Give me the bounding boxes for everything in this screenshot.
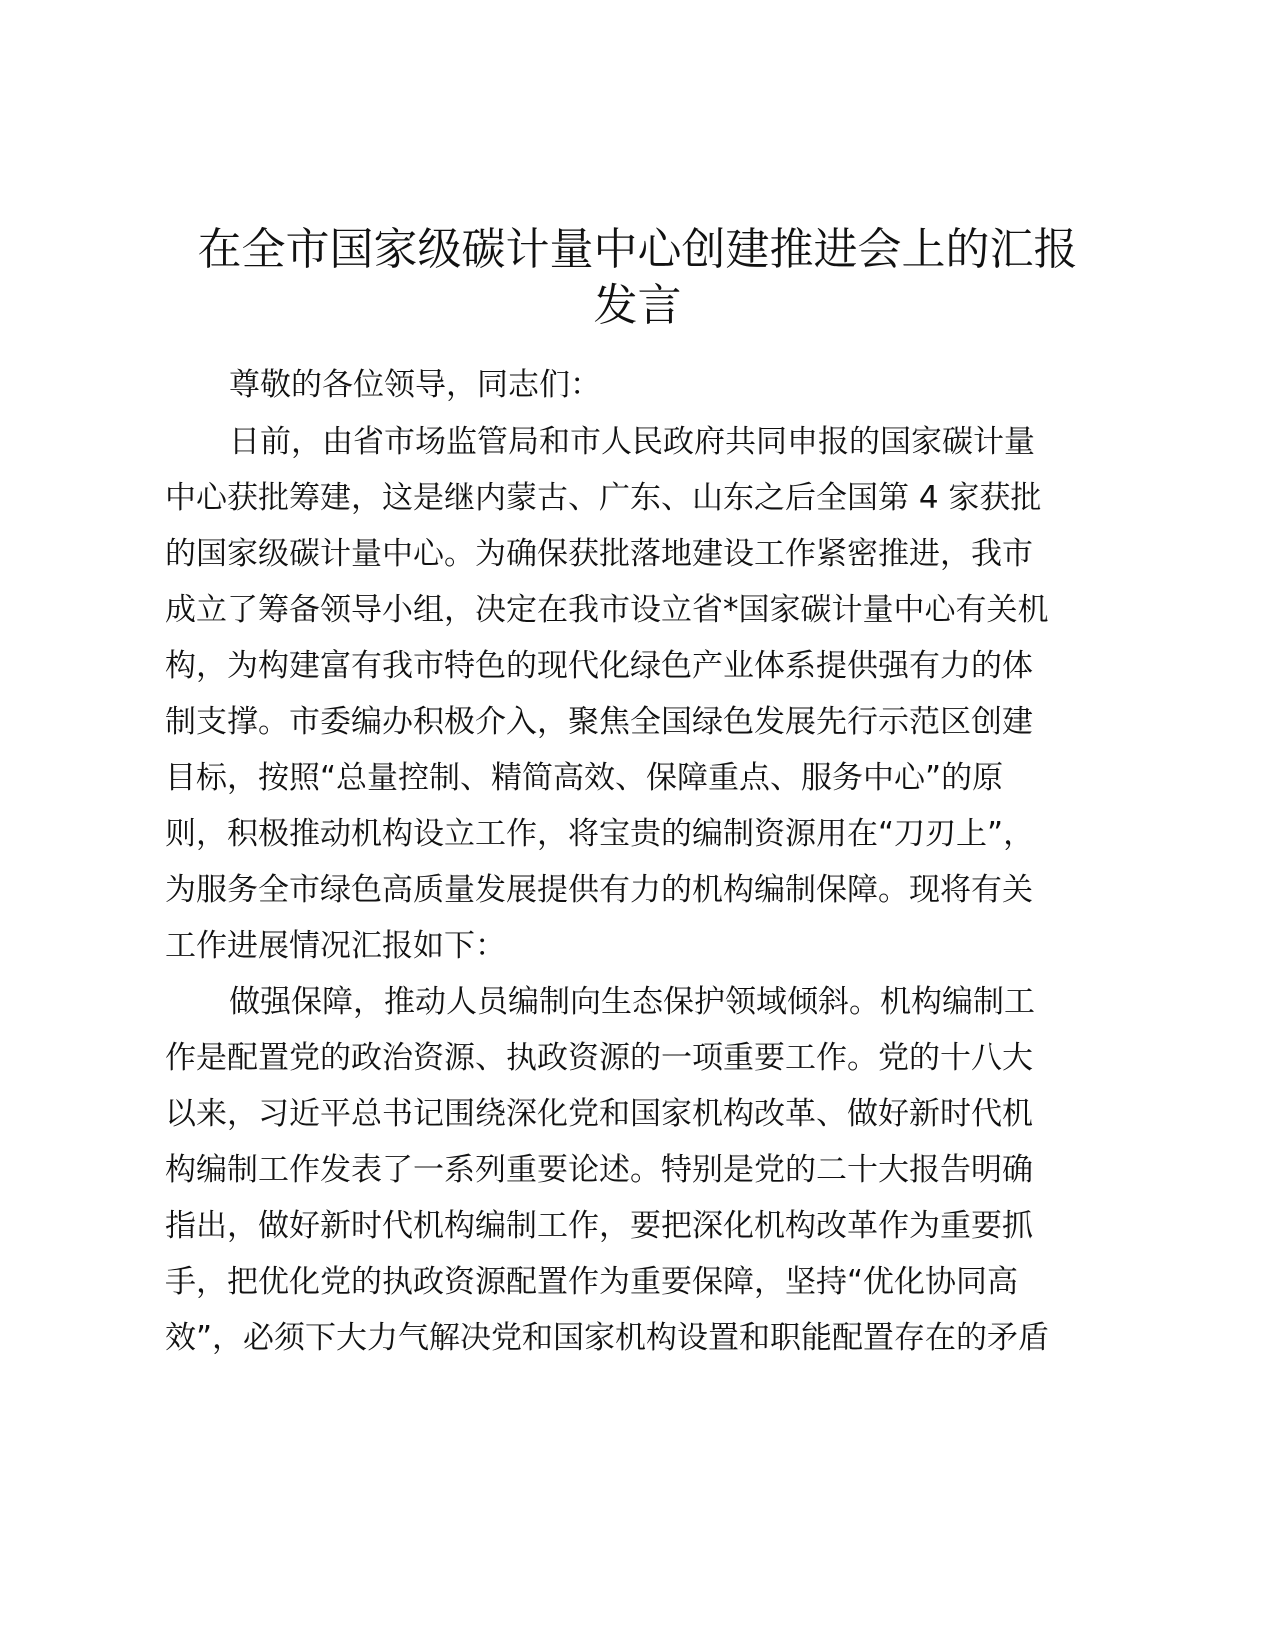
salutation: 尊敬的各位领导，同志们：: [229, 367, 601, 403]
body-line: 作是配置党的政治资源、执政资源的一项重要工作。党的十八大: [165, 1040, 1033, 1076]
body-line: 目标，按照“总量控制、精简高效、保障重点、服务中心”的原: [165, 760, 1004, 796]
body-line: 成立了筹备领导小组，决定在我市设立省*国家碳计量中心有关机: [165, 592, 1049, 628]
body-line: 中心获批筹建，这是继内蒙古、广东、山东之后全国第 4 家获批: [165, 480, 1042, 516]
body-line: 以来，习近平总书记围绕深化党和国家机构改革、做好新时代机: [165, 1096, 1033, 1132]
body-line: 做强保障，推动人员编制向生态保护领域倾斜。机构编制工: [229, 984, 1035, 1020]
title-line-1: 在全市国家级碳计量中心创建推进会上的汇报: [197, 224, 1078, 275]
document-title: [160, 222, 1115, 334]
body-line: 效”，必须下大力气解决党和国家机构设置和职能配置存在的矛盾: [165, 1320, 1050, 1356]
body-line: 指出，做好新时代机构编制工作，要把深化机构改革作为重要抓: [165, 1208, 1033, 1244]
body-line: 的国家级碳计量中心。为确保获批落地建设工作紧密推进，我市: [165, 536, 1033, 572]
title-line-2: 发言: [593, 280, 682, 331]
body-line: 制支撑。市委编办积极介入，聚焦全国绿色发展先行示范区创建: [165, 704, 1033, 740]
body-line: 构，为构建富有我市特色的现代化绿色产业体系提供强有力的体: [165, 648, 1033, 684]
body-line: 为服务全市绿色高质量发展提供有力的机构编制保障。现将有关: [165, 872, 1033, 908]
body-line: 工作进展情况汇报如下：: [165, 928, 506, 964]
body-line: 则，积极推动机构设立工作，将宝贵的编制资源用在“刀刃上”，: [165, 816, 1035, 852]
body-line: 手，把优化党的执政资源配置作为重要保障，坚持“优化协同高: [165, 1264, 1019, 1300]
body-line: 构编制工作发表了一系列重要论述。特别是党的二十大报告明确: [165, 1152, 1033, 1188]
body-line: 日前，由省市场监管局和市人民政府共同申报的国家碳计量: [229, 424, 1035, 460]
